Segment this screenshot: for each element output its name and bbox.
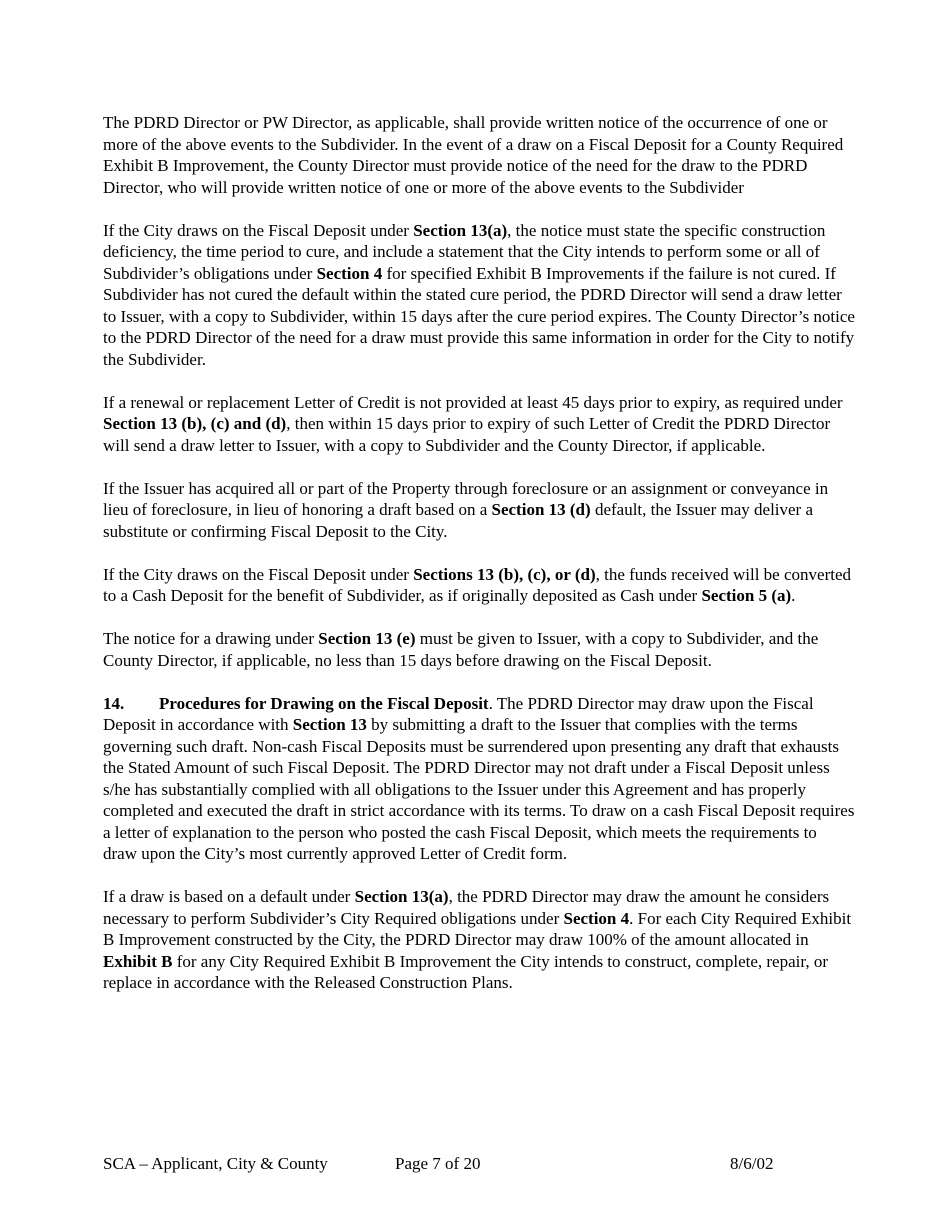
footer-document-title: SCA – Applicant, City & County	[103, 1154, 328, 1173]
section-heading: Procedures for Drawing on the Fiscal Deposit	[159, 693, 489, 713]
paragraph-text: The PDRD Director or PW Director, as applicable, shall provide written notice of the occurrence of one or more of the above events to the Subdivider. In the event of a draw on a Fiscal Deposit for a County Required Exhibit B Improvement, the County Director must provide notice of the need for the draw to the PDRD Director, who will provide written notice of one or more of the above events to the Subdivider	[103, 113, 844, 197]
exhibit-reference: Exhibit B	[103, 951, 173, 971]
paragraph-text: . The PDRD Director may draw upon the Fiscal Deposit in accordance with	[103, 693, 814, 734]
paragraph-cash-deposit-conversion	[103, 564, 855, 607]
section-reference: Sections 13 (b), (c), or (d)	[413, 564, 596, 584]
section-reference: Section 13 (d)	[491, 500, 591, 519]
footer-page-number: Page 7 of 20	[395, 1154, 481, 1173]
paragraph-section-13e-notice	[103, 628, 855, 671]
paragraph-text: If the City draws on the Fiscal Deposit under	[103, 220, 414, 240]
section-reference: Section 13 (e)	[318, 629, 416, 648]
paragraph-default-draw-amount	[103, 886, 855, 994]
section-reference: Section 5 (a)	[701, 586, 792, 605]
paragraph-notice-of-events	[103, 112, 855, 198]
paragraph-text: If the Issuer has acquired all or part of the Property through foreclosure or an assignment or conveyance in lieu of foreclosure, in lieu of honoring a draft based on a	[103, 478, 829, 519]
page-footer	[103, 1153, 855, 1175]
section-number: 14.	[103, 693, 125, 713]
paragraph-section-14-procedures	[103, 693, 855, 865]
paragraph-text: If a renewal or replacement Letter of Credit is not provided at least 45 days prior to expiry, as required under	[103, 392, 843, 412]
section-reference: Section 13(a)	[354, 887, 449, 906]
section-reference: Section 13	[292, 715, 367, 734]
paragraph-text: If a draw is based on a default under	[103, 887, 355, 906]
paragraph-text: , the PDRD Director may draw the amount he considers necessary to perform Subdivider’s City Required obligations under	[103, 887, 830, 928]
footer-date: 8/6/02	[730, 1154, 774, 1173]
paragraph-text: The notice for a drawing under	[103, 629, 319, 648]
paragraph-renewal-letter-of-credit	[103, 392, 855, 457]
paragraph-text: , the funds received will be converted to a Cash Deposit for the benefit of Subdivider, as if originally deposited as Cash under	[103, 564, 851, 605]
paragraph-text: If the City draws on the Fiscal Deposit under	[103, 564, 414, 584]
paragraph-text: . For each City Required Exhibit B Improvement constructed by the City, the PDRD Director may draw 100% of the amount allocated in	[103, 908, 852, 949]
paragraph-text: , the notice must state the specific construction deficiency, the time period to cure, and include a statement that the City intends to perform some or all of Subdivider’s obligations under	[103, 220, 826, 283]
paragraph-text: by submitting a draft to the Issuer that complies with the terms governing such draft. Non-cash Fiscal Deposits must be surrendered upon presenting any draft that exhausts the Stated Amount of such Fiscal Deposit. The PDRD Director may not draft under a Fiscal Deposit unless s/he has substantially complied with all obligations to the Issuer under this Agreement and has properly completed and executed the draft in strict accordance with its terms. To draw on a cash Fiscal Deposit requires a letter of explanation to the person who posted the cash Fiscal Deposit, which meets the requirements to draw upon the City’s most currently approved Letter of Credit form.	[103, 715, 855, 863]
paragraph-text: for specified Exhibit B Improvements if the failure is not cured. If Subdivider has not cured the default within the stated cure period, the PDRD Director will send a draw letter to Issuer, with a copy to Subdivider, within 15 days after the cure period expires. The County Director’s notice to the PDRD Director of the need for a draw must provide this same information in order for the City to notify the Subdivider.	[103, 263, 855, 369]
section-reference: Section 13(a)	[413, 220, 508, 240]
paragraph-text: , then within 15 days prior to expiry of such Letter of Credit the PDRD Director will send a draw letter to Issuer, with a copy to Subdivider and the County Director, if applicable.	[103, 414, 831, 455]
paragraph-text: for any City Required Exhibit B Improvement the City intends to construct, complete, repair, or replace in accordance with the Released Construction Plans.	[103, 951, 829, 992]
document-body	[103, 112, 855, 1015]
paragraph-text: must be given to Issuer, with a copy to Subdivider, and the County Director, if applicable, no less than 15 days before drawing on the Fiscal Deposit.	[103, 629, 819, 670]
paragraph-text: default, the Issuer may deliver a substitute or confirming Fiscal Deposit to the City.	[103, 500, 814, 541]
section-reference: Section 4	[316, 263, 383, 283]
paragraph-text: .	[791, 586, 796, 605]
section-reference: Section 13 (b), (c) and (d)	[103, 414, 287, 433]
paragraph-issuer-foreclosure	[103, 478, 855, 543]
paragraph-section-13a-draw	[103, 220, 855, 371]
section-reference: Section 4	[563, 908, 630, 928]
